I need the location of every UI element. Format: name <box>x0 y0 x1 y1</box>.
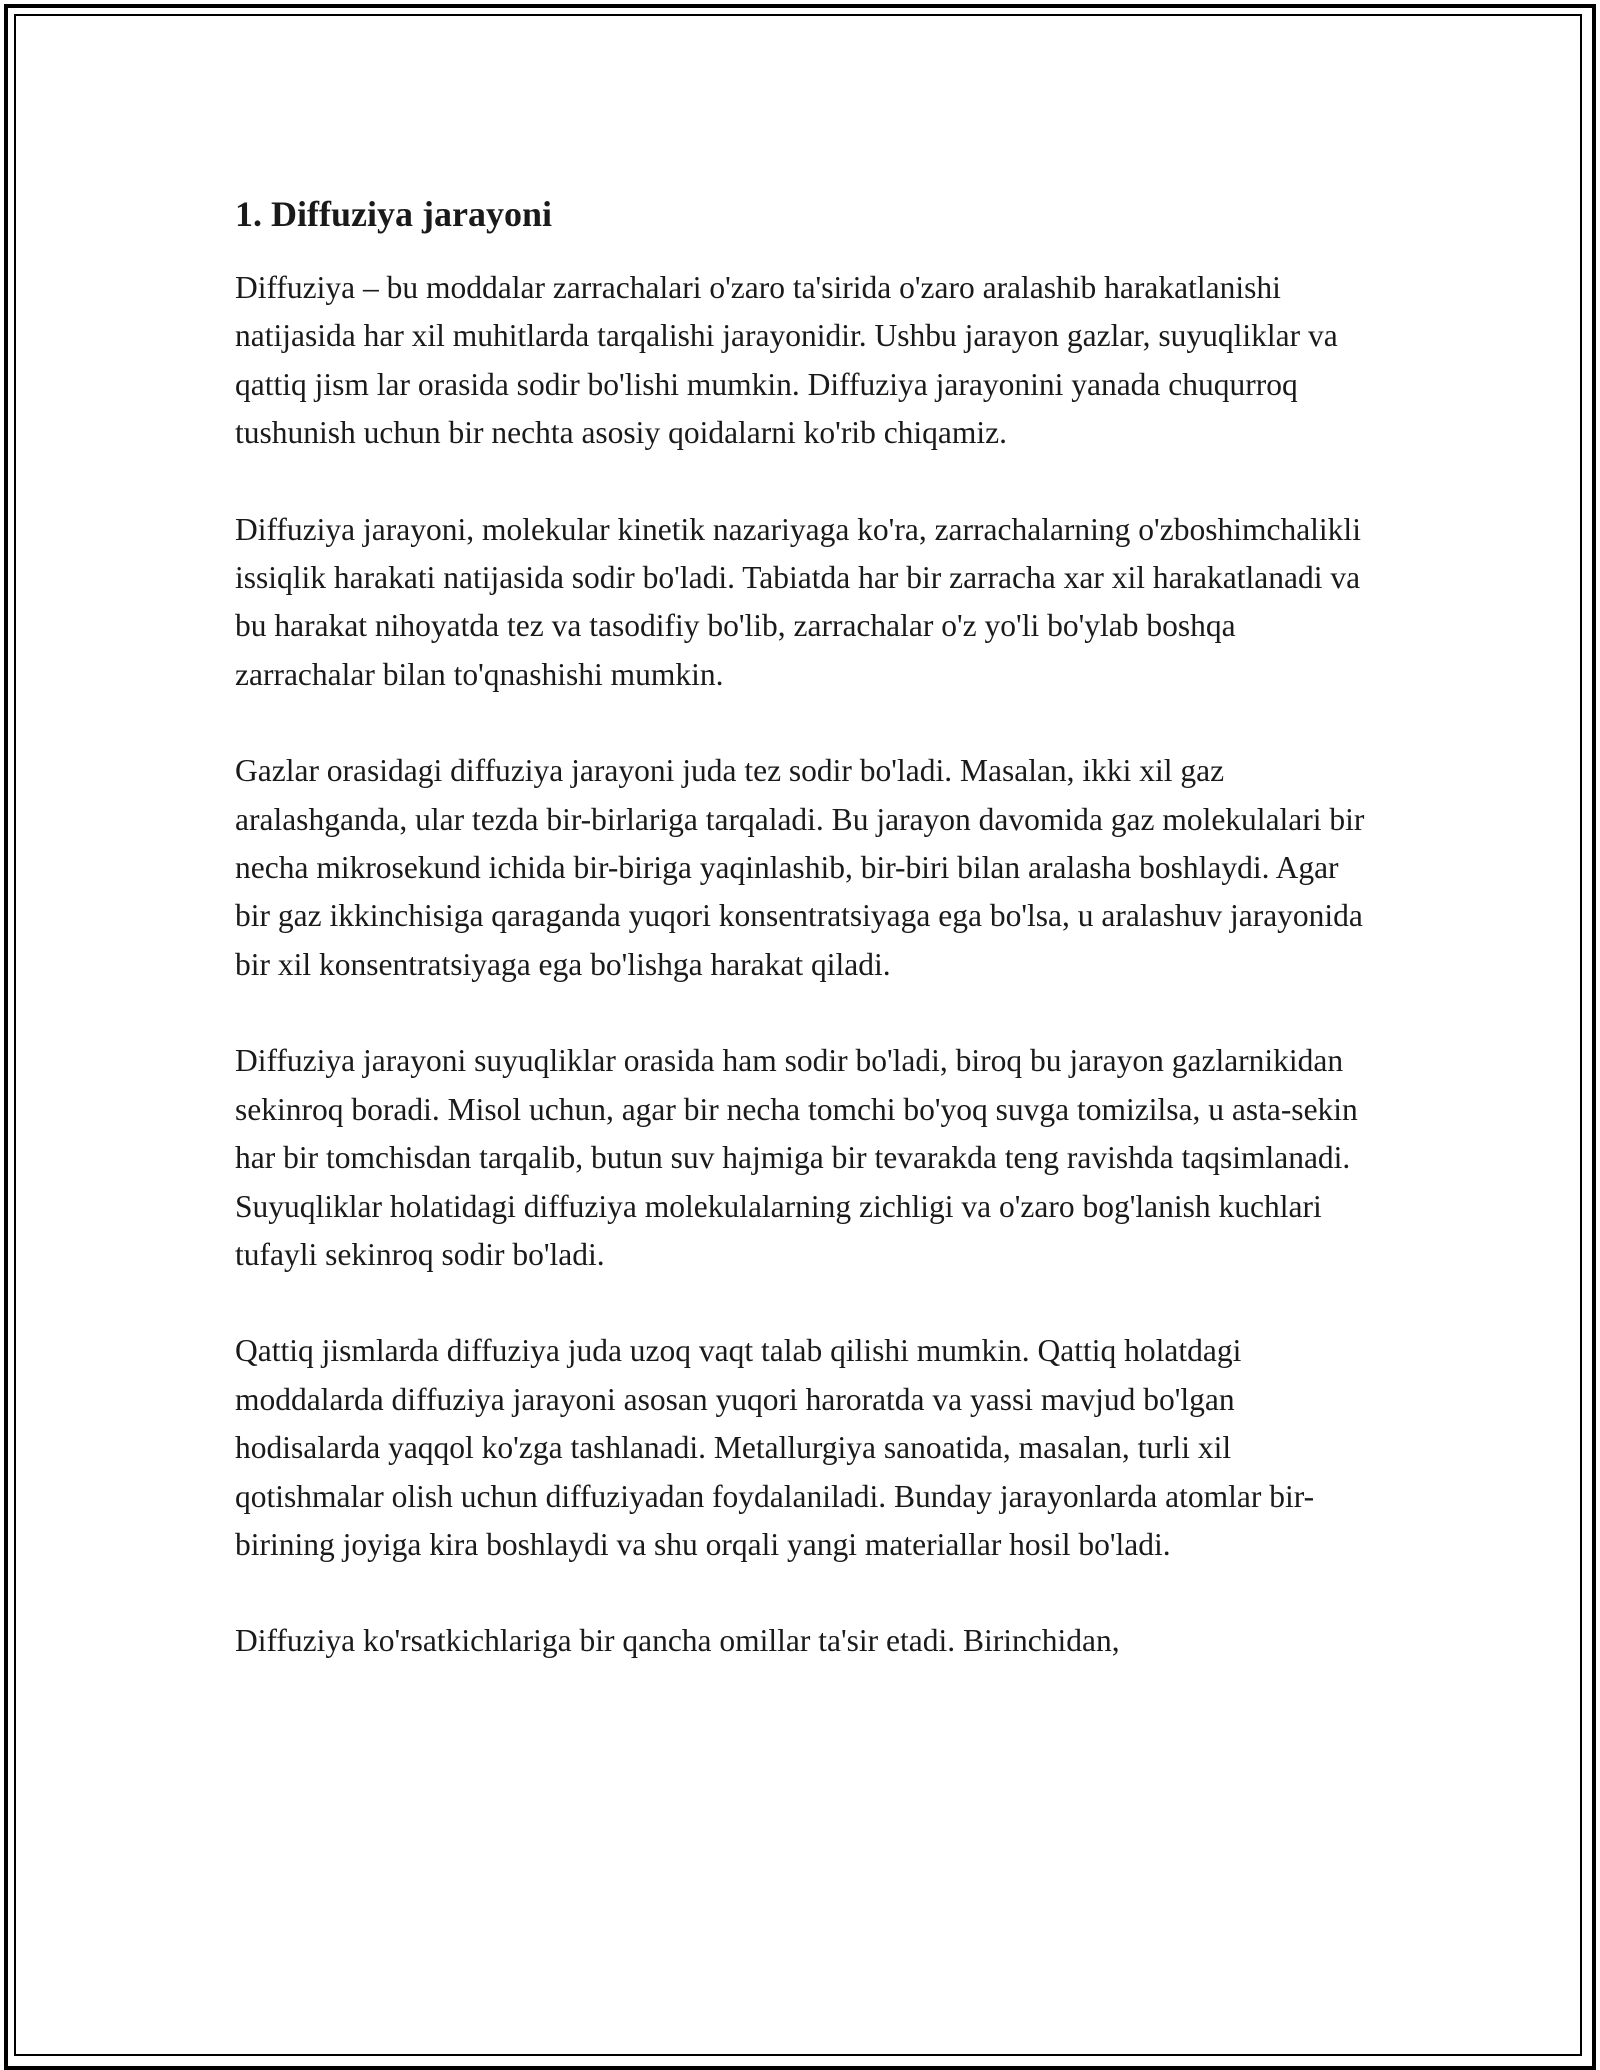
paragraph-definition: Diffuziya – bu moddalar zarrachalari o'zaro ta'sirida o'zaro aralashib harakatlanishi natijasida har xil muhitlarda tarqalishi jarayonidir. Ushbu jarayon gazlar, suyuqliklar va qattiq jism lar orasida sodir bo'lishi mumkin. Diffuziya jarayonini yanada chuqurroq tushunish uchun bir nechta asosiy qoidalarni ko'rib chiqamiz. <box>235 270 1338 451</box>
paragraph-kinetic-theory: Diffuziya jarayoni, molekular kinetik nazariyaga ko'ra, zarrachalarning o'zboshimchalikli issiqlik harakati natijasida sodir bo'ladi. Tabiatda har bir zarracha xar xil harakatlanadi va bu harakat nihoyatda tez va tasodifiy bo'lib, zarrachalar o'z yo'li bo'ylab boshqa zarrachalar bilan to'qnashishi mumkin. <box>235 511 1361 692</box>
paragraph-gases: Gazlar orasidagi diffuziya jarayoni juda tez sodir bo'ladi. Masalan, ikki xil gaz aralashganda, ular tezda bir-birlariga tarqaladi. Bu jarayon davomida gaz molekulalari bir necha mikrosekund ichida bir-biriga yaqinlashib, bir-biri bilan aralasha boshlaydi. Agar bir gaz ikkinchisiga qaraganda yuqori konsentratsiyaga ega bo'lsa, u aralashuv jarayonida bir xil konsentratsiyaga ega bo'lishga harakat qiladi. <box>235 753 1365 982</box>
document-body <box>235 186 1375 1714</box>
paragraph-solids: Qattiq jismlarda diffuziya juda uzoq vaqt talab qilishi mumkin. Qattiq holatdagi moddalarda diffuziya jarayoni asosan yuqori haroratda va yassi mavjud bo'lgan hodisalarda yaqqol ko'zga tashlanadi. Metallurgiya sanoatida, masalan, turli xil qotishmalar olish uchun diffuziyadan foydalaniladi. Bunday jarayonlarda atomlar bir-birining joyiga kira boshlaydi va shu orqali yangi materiallar hosil bo'ladi. <box>235 1333 1315 1562</box>
paragraph-liquids: Diffuziya jarayoni suyuqliklar orasida ham sodir bo'ladi, biroq bu jarayon gazlarnikidan sekinroq boradi. Misol uchun, agar bir necha tomchi bo'yoq suvga tomizilsa, u asta-sekin har bir tomchisdan tarqalib, butun suv hajmiga bir tevarakda teng ravishda taqsimlanadi. Suyuqliklar holatidagi diffuziya molekulalarning zichligi va o'zaro bog'lanish kuchlari tufayli sekinroq sodir bo'ladi. <box>235 1043 1358 1272</box>
section-heading: 1. Diffuziya jarayoni <box>235 194 552 234</box>
paragraph-factors: Diffuziya ko'rsatkichlariga bir qancha omillar ta'sir etadi. Birinchidan, <box>235 1623 1120 1659</box>
